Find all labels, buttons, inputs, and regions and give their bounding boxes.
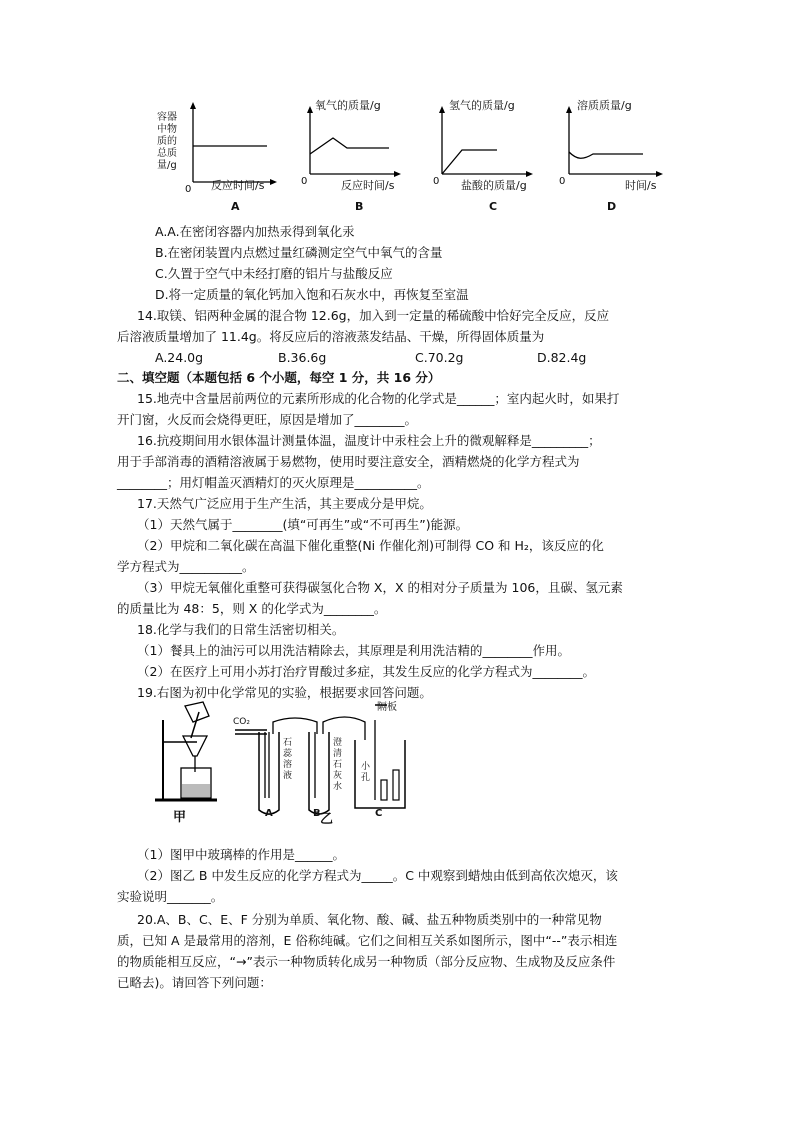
q14-line-2: 后溶液质量增加了 11.4g。将反应后的溶液蒸发结晶、干燥，所得固体质量为 (117, 329, 545, 344)
graph-c-xlabel: 盐酸的质量/g (461, 179, 527, 192)
q19-intro: 19.右图为初中化学常见的实验，根据要求回答问题。 (137, 685, 432, 700)
q20-line-3: 的物质能相互反应，“→”表示一种物质转化成另一种物质（部分反应物、生成物及反应条件 (117, 954, 616, 969)
q15-line-2: 开门窗，火反而会烧得更旺，原因是增加了________。 (117, 412, 418, 427)
q20-line-1: 20.A、B、C、E、F 分别为单质、氧化物、酸、碱、盐五种物质类别中的一种常见物 (137, 912, 602, 927)
q18-line-1: 18.化学与我们的日常生活密切相关。 (137, 622, 345, 637)
q19-line-1: （1）图甲中玻璃棒的作用是______。 (137, 847, 345, 862)
q13-option-c: C.久置于空气中未经打磨的铝片与盐酸反应 (155, 266, 393, 281)
q15-line-1: 15.地壳中含量居前两位的元素所形成的化合物的化学式是______；室内起火时，如果打 (137, 391, 620, 406)
graph-b-xlabel: 反应时间/s (341, 179, 395, 192)
graph-c-axes (417, 98, 542, 216)
q17-line-6: 的质量比为 48：5，则 X 的化学式为________。 (117, 601, 387, 616)
graph-a (155, 98, 280, 216)
graph-a-ylabel-4: 总质 (157, 148, 177, 159)
q17-line-4: 学方程式为__________。 (117, 559, 255, 574)
graph-c-origin: 0 (433, 176, 440, 187)
q14-option-c: C.70.2g (415, 350, 464, 365)
graph-a-ylabel-2: 中物 (157, 124, 177, 135)
graph-d-origin: 0 (559, 176, 566, 187)
graph-b-ylabel: 氧气的质量/g (315, 99, 381, 112)
q19-line-3: 实验说明_______。 (117, 889, 224, 904)
answer-graphs (155, 98, 670, 216)
q17-line-2: （1）天然气属于________(填“可再生”或“不可再生”)能源。 (137, 517, 469, 532)
q17-line-5: （3）甲烷无氧催化重整可获得碳氢化合物 X，X 的相对分子质量为 106，且碳、氢元素 (137, 580, 623, 595)
graph-b-axes (285, 98, 410, 216)
q18-line-3: （2）在医疗上可用小苏打治疗胃酸过多症，其发生反应的化学方程式为________。 (137, 664, 595, 679)
graph-b (285, 98, 410, 216)
section-2-title: 二、填空题（本题包括 6 个小题，每空 1 分，共 16 分） (117, 370, 441, 385)
graph-b-origin: 0 (301, 176, 308, 187)
apparatus-limewater-label: 澄清石灰水 (333, 738, 343, 792)
apparatus-partition-label: 隔板 (377, 702, 397, 713)
graph-c-letter: C (489, 200, 498, 213)
apparatus-litmus-label: 石蕊溶液 (283, 738, 293, 781)
graph-c (417, 98, 542, 216)
apparatus-a-label: A (265, 808, 273, 819)
apparatus-co2-label: CO₂ (233, 717, 250, 727)
graph-d-axes (547, 98, 672, 216)
apparatus-yi-label: 乙 (320, 812, 334, 827)
graph-c-ylabel: 氢气的质量/g (449, 99, 515, 112)
q14-option-b: B.36.6g (278, 350, 327, 365)
q14-option-a: A.24.0g (155, 350, 204, 365)
apparatus-c-label: C (375, 808, 383, 819)
graph-a-origin: 0 (185, 184, 192, 195)
graph-a-ylabel-3: 质的 (157, 136, 177, 147)
apparatus-b-label: B (313, 808, 321, 819)
q14-line-1: 14.取镁、铝两种金属的混合物 12.6g，加入到一定量的稀硫酸中恰好完全反应，反应 (137, 308, 610, 323)
graph-d-letter: D (607, 200, 617, 213)
q20-line-4: 已略去)。请回答下列问题： (117, 975, 272, 990)
q14-option-d: D.82.4g (537, 350, 587, 365)
graph-a-letter: A (231, 200, 240, 213)
q17-line-1: 17.天然气广泛应用于生产生活，其主要成分是甲烷。 (137, 496, 432, 511)
q13-option-b: B.在密闭装置内点燃过量红磷测定空气中氧气的含量 (155, 245, 443, 260)
graph-a-ylabel-1: 容器 (157, 112, 177, 123)
graph-b-letter: B (355, 200, 364, 213)
q13-option-d: D.将一定质量的氧化钙加入饱和石灰水中，再恢复至室温 (155, 287, 469, 302)
q16-line-1: 16.抗疫期间用水银体温计测量体温，温度计中汞柱会上升的微观解释是_________； (137, 433, 601, 448)
q13-option-a: A.A.在密闭容器内加热汞得到氧化汞 (155, 224, 355, 239)
graph-a-xlabel: 反应时间/s (211, 179, 265, 192)
graph-a-ylabel-5: 量/g (157, 160, 177, 171)
apparatus-jia-label: 甲 (173, 810, 187, 825)
graph-d-xlabel: 时间/s (625, 179, 657, 192)
q16-line-3: ________；用灯帽盖灭酒精灯的灭火原理是__________。 (117, 475, 430, 490)
q19-line-2: （2）图乙 B 中发生反应的化学方程式为_____。C 中观察到蜡烛由低到高依次熄灭，该 (137, 868, 618, 883)
graph-d-ylabel: 溶质质量/g (577, 99, 632, 112)
graph-d (547, 98, 672, 216)
q18-line-2: （1）餐具上的油污可以用洗洁精除去，其原理是利用洗洁精的________作用。 (137, 643, 570, 658)
apparatus-hole-label: 小孔 (361, 762, 371, 783)
q17-line-3: （2）甲烷和二氧化碳在高温下催化重整(Ni 作催化剂)可制得 CO 和 H₂，该反应的化 (137, 538, 604, 553)
experiment-apparatus (155, 700, 595, 835)
q20-line-2: 质，已知 A 是最常用的溶剂，E 俗称纯碱。它们之间相互关系如图所示，图中“--”表示相连 (117, 933, 618, 948)
q16-line-2: 用于手部消毒的酒精溶液属于易燃物，使用时要注意安全，酒精燃烧的化学方程式为 (117, 454, 580, 469)
